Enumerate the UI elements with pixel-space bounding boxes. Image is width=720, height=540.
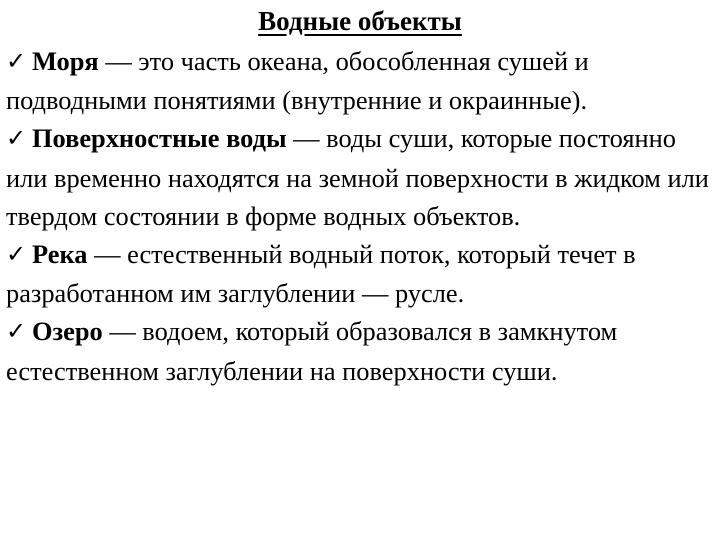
checkmark-icon: ✓ <box>6 124 27 153</box>
term: Поверхностные воды <box>32 123 287 154</box>
definition: — воды суши, которые постоянно или временно находятся на земной поверхности в жидком или твердом состоянии в форме водных объектов. <box>6 123 709 231</box>
list-item <box>6 119 714 235</box>
definition-list <box>6 42 714 390</box>
slide-title: Водные объекты <box>258 6 462 36</box>
term: Река <box>32 239 88 270</box>
checkmark-icon: ✓ <box>6 240 27 269</box>
checkmark-icon: ✓ <box>6 47 27 75</box>
definition: — водоем, который образовался в замкнутом естественном заглублении на поверхности суши. <box>6 316 618 386</box>
list-item <box>6 42 714 119</box>
definition: — естественный водный поток, который течет в разработанном им заглублении — русле. <box>6 239 636 309</box>
list-item <box>6 312 714 389</box>
checkmark-icon: ✓ <box>6 317 27 346</box>
term: Моря <box>32 46 99 76</box>
definition: — это часть океана, обособленная сушей и подводными понятиями (внутренние и окраинные). <box>6 46 589 116</box>
term: Озеро <box>32 316 103 347</box>
list-item <box>6 235 714 312</box>
